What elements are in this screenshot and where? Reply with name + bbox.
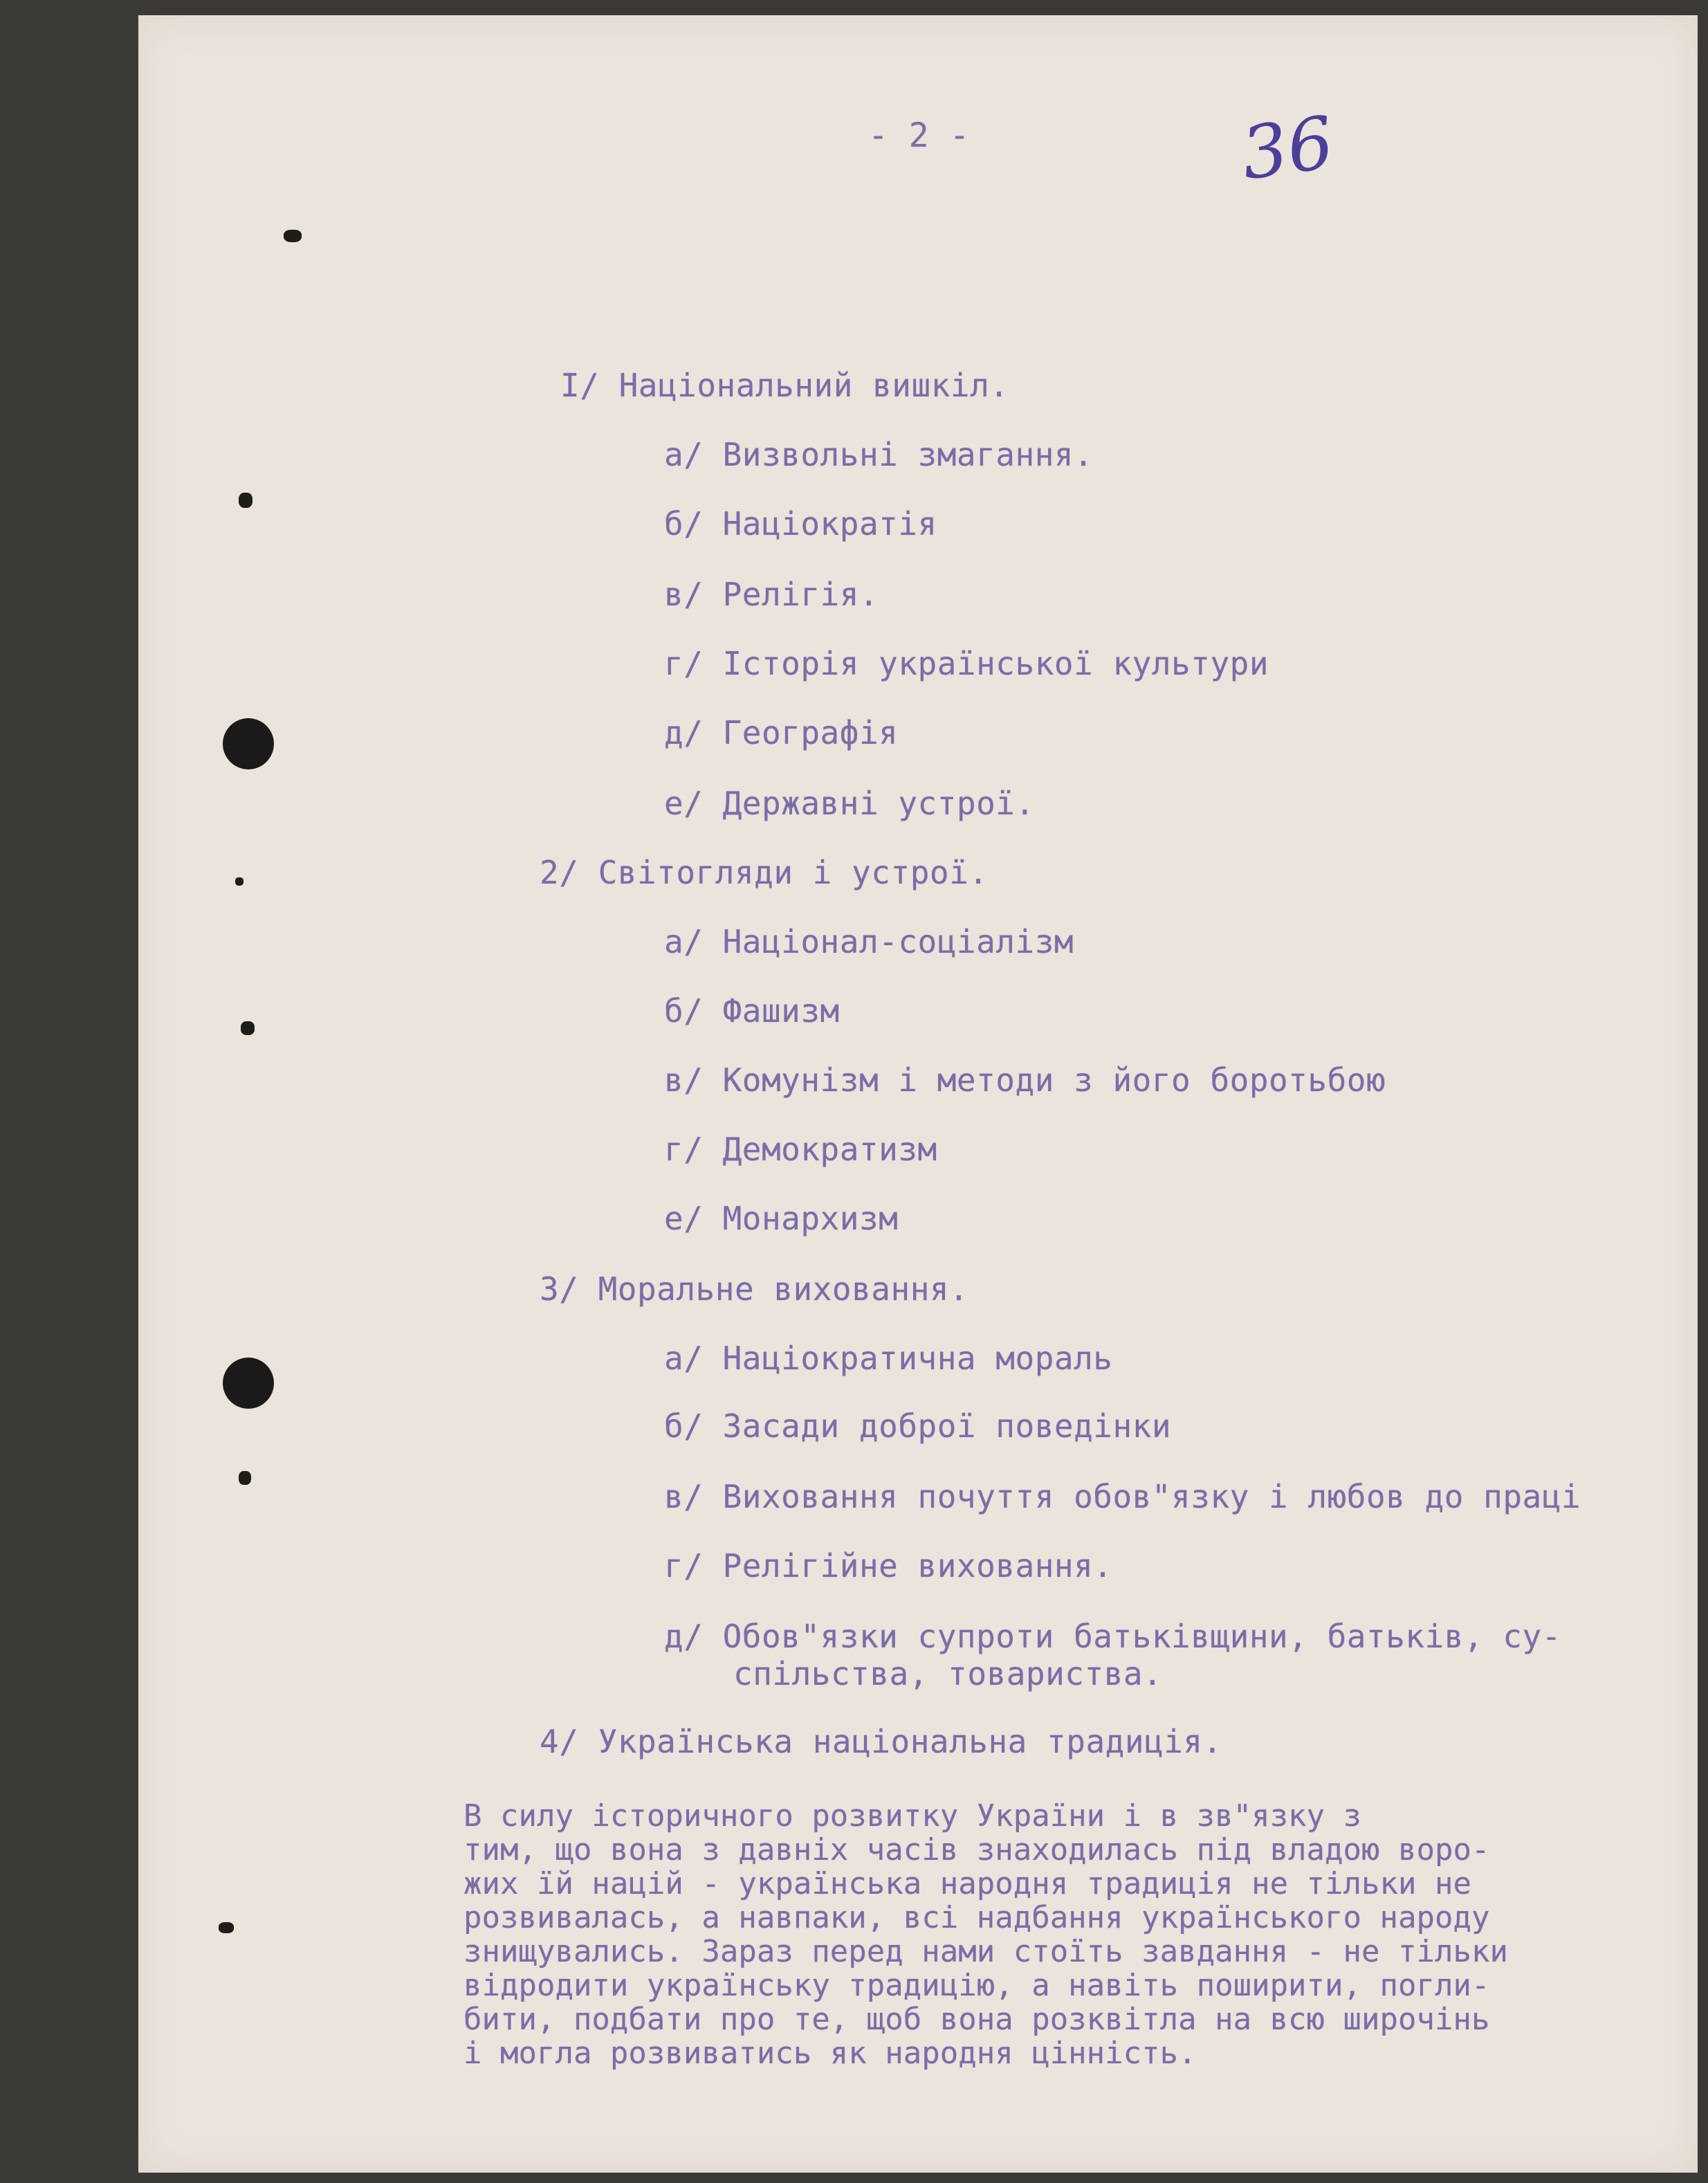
document-page <box>138 15 1698 2173</box>
section-3-heading: 3/ Моральне виховання. <box>540 1270 969 1308</box>
punch-hole <box>223 1358 274 1409</box>
paper-speck <box>241 1021 255 1035</box>
section-1-item-b: б/ Націократія <box>664 505 937 542</box>
section-1-item-d: д/ Географія <box>664 714 899 751</box>
section-1-heading: I/ Національний вишкіл. <box>560 367 1009 404</box>
paper-speck <box>219 1922 234 1933</box>
section-4-heading: 4/ Українська національна традиція. <box>540 1723 1222 1760</box>
section-2-item-b: б/ Фашизм <box>664 992 840 1030</box>
section-1-item-e: е/ Державні устрої. <box>664 785 1035 822</box>
section-2-heading: 2/ Світогляди і устрої. <box>540 854 989 891</box>
section-3-item-d: д/ Обов"язки супроти батьківщини, батьків, су- <box>664 1618 1561 1655</box>
section-2-item-g: г/ Демократизм <box>664 1131 937 1168</box>
punch-hole <box>223 718 274 769</box>
archive-folio-number: 36 <box>1236 100 1339 197</box>
section-3-item-b: б/ Засади доброї поведінки <box>664 1407 1172 1445</box>
section-2-item-e: е/ Монархизм <box>664 1200 899 1237</box>
paper-speck <box>239 493 252 508</box>
section-3-item-g: г/ Релігійне виховання. <box>664 1547 1113 1584</box>
section-1-item-g: г/ Історія української культури <box>664 645 1269 682</box>
section-3-item-d-continuation: спільства, товариства. <box>733 1655 1163 1692</box>
paper-speck <box>284 230 302 242</box>
page-number: - 2 - <box>868 116 970 155</box>
section-3-item-a: а/ Націократична мораль <box>664 1340 1113 1377</box>
section-3-item-v: в/ Виховання почуття обов"язку і любов до праці <box>664 1478 1581 1515</box>
paper-speck <box>239 1471 251 1485</box>
section-1-item-a: а/ Визвольні змагання. <box>664 436 1094 473</box>
section-4-paragraph: В силу історичного розвитку України і в зв"язку з тим, що вона з давніх часів знаходилась під владою воро- жих їй націй - українська народня традиція не тільки не розвивалась, а навпаки, всі надбання українського народу знищувались. Зараз перед нами стоїть завдання - не тільки відродити українську традицію, а навіть поширити, погли- бити, подбати про те, щоб вона розквітла на всю широчінь і могла розвиватись як народня цінність. <box>463 1798 1508 2071</box>
section-2-item-a: а/ Націонал-соціалізм <box>664 923 1074 960</box>
section-2-item-v: в/ Комунізм і методи з його боротьбою <box>664 1061 1386 1099</box>
paper-speck <box>235 877 244 886</box>
section-1-item-v: в/ Релігія. <box>664 576 879 613</box>
